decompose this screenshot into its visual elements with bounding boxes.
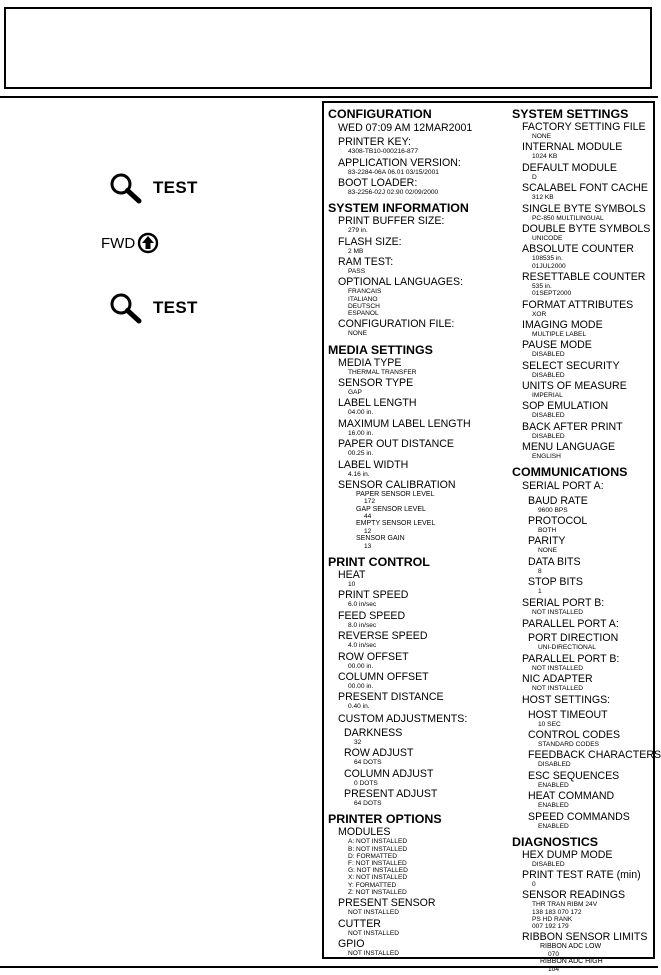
setting-label: PORT DIRECTION bbox=[528, 632, 619, 645]
setting-value: BOTH bbox=[538, 527, 557, 535]
setting-value: NOT INSTALLED bbox=[532, 608, 584, 616]
setting-value: NOT INSTALLED bbox=[532, 684, 584, 692]
setting-label: FORMAT ATTRIBUTES bbox=[522, 298, 634, 311]
setting-present-distance bbox=[328, 692, 506, 710]
setting-menu-language bbox=[512, 442, 656, 460]
setting-value: A: NOT INSTALLED bbox=[348, 838, 408, 846]
setting-default-module bbox=[512, 163, 656, 181]
setting-label: DARKNESS bbox=[344, 727, 403, 739]
setting-label: PAPER OUT DISTANCE bbox=[338, 438, 454, 451]
setting-label: CONTROL CODES bbox=[528, 728, 621, 741]
sub-setting-label: PAPER SENSOR LEVEL bbox=[356, 490, 435, 498]
setting-present-adjust bbox=[328, 789, 506, 807]
setting-protocol bbox=[512, 516, 656, 534]
setting-label: PRESENT DISTANCE bbox=[338, 691, 444, 704]
setting-value: FRANCAIS bbox=[348, 288, 382, 296]
sub-setting-value: 172 bbox=[364, 498, 376, 506]
setting-control-codes bbox=[512, 730, 656, 748]
setting-value: 138 183 070 172 bbox=[532, 908, 582, 916]
setting-value: 83-2284-06A 06.01 03/15/2001 bbox=[348, 168, 439, 176]
setting-label: PRINT SPEED bbox=[338, 589, 409, 602]
setting-value: ITALIANO bbox=[348, 295, 378, 303]
setting-column-offset bbox=[328, 672, 506, 690]
setting-heading: WED 07:09 AM 12MAR2001 bbox=[338, 122, 473, 134]
setting-value: DISABLED bbox=[532, 351, 565, 359]
setting-label: SELECT SECURITY bbox=[522, 359, 620, 372]
setting-label: RESETTABLE COUNTER bbox=[522, 270, 646, 283]
setting-configuration-file bbox=[328, 319, 506, 337]
sub-setting-label: RIBBON ADC HIGH bbox=[540, 958, 603, 966]
sheet-left-column bbox=[328, 107, 506, 959]
setting-label-width bbox=[328, 460, 506, 478]
test-label: TEST bbox=[153, 298, 198, 317]
setting-absolute-counter bbox=[512, 244, 656, 269]
setting-value: 64 DOTS bbox=[354, 800, 382, 808]
setting-label: PRINT BUFFER SIZE: bbox=[338, 215, 445, 228]
setting-value: ENABLED bbox=[538, 822, 569, 830]
sheet-right-column bbox=[512, 107, 661, 975]
setting-label: PRINT TEST RATE (min) bbox=[522, 869, 641, 882]
setting-label: CUTTER bbox=[338, 917, 381, 930]
setting-darkness bbox=[328, 728, 506, 746]
setting-value: ENABLED bbox=[538, 802, 569, 810]
setting-value: 10 bbox=[348, 581, 356, 589]
setting-label: FEED SPEED bbox=[338, 609, 406, 622]
setting-label: LABEL LENGTH bbox=[338, 397, 417, 410]
setting-reverse-speed bbox=[328, 631, 506, 649]
setting-label: MENU LANGUAGE bbox=[522, 441, 616, 454]
setting-value: 83-2256-02J 02.90 02/09/2000 bbox=[348, 188, 439, 196]
setting-value: 00.00 in. bbox=[348, 683, 374, 691]
setting-cutter bbox=[328, 919, 506, 937]
setting-internal-module bbox=[512, 142, 656, 160]
setting-label: SOP EMULATION bbox=[522, 400, 609, 413]
setting-feed-speed bbox=[328, 611, 506, 629]
setting-label: INTERNAL MODULE bbox=[522, 141, 623, 154]
setting-column-adjust bbox=[328, 769, 506, 787]
setting-value: 10 SEC bbox=[538, 720, 561, 728]
setting-label: MEDIA TYPE bbox=[338, 356, 402, 369]
setting-parity bbox=[512, 536, 656, 554]
setting-value: THERMAL TRANSFER bbox=[348, 368, 417, 376]
setting-nic-adapter bbox=[512, 674, 656, 692]
setting-label: PROTOCOL bbox=[528, 515, 588, 528]
setting-value: 16.00 in. bbox=[348, 429, 374, 437]
setting-value: 32 bbox=[354, 739, 362, 746]
setting-label: MAXIMUM LABEL LENGTH bbox=[338, 417, 471, 430]
setting-application-version bbox=[328, 158, 506, 176]
setting-label: SENSOR READINGS bbox=[522, 889, 626, 902]
setting-value: NOT INSTALLED bbox=[348, 949, 400, 957]
setting-value: X: NOT INSTALLED bbox=[348, 874, 408, 882]
setting-heading: PARALLEL PORT A: bbox=[522, 618, 619, 630]
setting-value: DISABLED bbox=[532, 371, 565, 379]
sub-setting-value: 12 bbox=[364, 528, 372, 536]
setting-value: NONE bbox=[348, 330, 368, 338]
setting-flash-size bbox=[328, 237, 506, 255]
sub-setting-value: 44 bbox=[364, 513, 372, 521]
setting-label: HEAT COMMAND bbox=[528, 790, 615, 803]
sub-setting-label: EMPTY SENSOR LEVEL bbox=[356, 520, 436, 528]
setting-label: DATA BITS bbox=[528, 555, 581, 568]
setting-sensor-calibration bbox=[328, 480, 506, 550]
sub-setting-sensor-gain bbox=[338, 535, 506, 550]
setting-value: THR TRAN RIBM 24V bbox=[532, 901, 598, 909]
setting-label: ROW OFFSET bbox=[338, 650, 409, 663]
setting-value: 0 DOTS bbox=[354, 779, 378, 787]
setting-label: STOP BITS bbox=[528, 576, 583, 589]
test-button-1 bbox=[109, 172, 198, 204]
sub-setting-gap-sensor-level bbox=[338, 506, 506, 521]
setting-value: 6.0 in/sec bbox=[348, 601, 377, 609]
setting-value: 8.0 in/sec bbox=[348, 621, 377, 629]
section-title-diagnostics: DIAGNOSTICS bbox=[512, 834, 599, 849]
setting-print-test-rate-min bbox=[512, 870, 656, 888]
sub-setting-value: 13 bbox=[364, 542, 372, 550]
test-button-2 bbox=[109, 292, 198, 324]
setting-label: SENSOR TYPE bbox=[338, 376, 414, 389]
setting-value: 4308-TB10-000216-877 bbox=[348, 148, 419, 156]
setting-value: PASS bbox=[348, 267, 366, 275]
setting-maximum-label-length bbox=[328, 419, 506, 437]
setting-ram-test bbox=[328, 257, 506, 275]
setting-serial-port-b bbox=[512, 598, 656, 616]
setting-value: B: NOT INSTALLED bbox=[348, 845, 408, 853]
setting-value: DISABLED bbox=[532, 412, 565, 420]
setting-label: SENSOR CALIBRATION bbox=[338, 478, 456, 491]
setting-label: UNITS OF MEASURE bbox=[522, 380, 627, 393]
configuration-sheet bbox=[322, 101, 661, 973]
sub-setting-value: 070 bbox=[548, 951, 560, 959]
setting-label: BACK AFTER PRINT bbox=[522, 420, 623, 433]
setting-label: COLUMN OFFSET bbox=[338, 671, 429, 684]
setting-label: DOUBLE BYTE SYMBOLS bbox=[522, 222, 651, 235]
section-title-media-settings: MEDIA SETTINGS bbox=[328, 342, 433, 357]
setting-value: 535 in. bbox=[532, 282, 552, 290]
setting-label: SPEED COMMANDS bbox=[528, 810, 630, 823]
setting-value: 1024 KB bbox=[532, 153, 558, 161]
setting-value: 108535 in. bbox=[532, 255, 563, 263]
setting-value: 2 MB bbox=[348, 247, 364, 255]
setting-value: PS HD RANK bbox=[532, 915, 573, 923]
setting-label: RAM TEST: bbox=[338, 255, 394, 268]
setting-resettable-counter bbox=[512, 272, 656, 297]
setting-label: HEAT bbox=[338, 569, 366, 582]
setting-value: 1 bbox=[538, 588, 542, 596]
test-label: TEST bbox=[153, 178, 198, 197]
setting-heat bbox=[328, 570, 506, 588]
setting-row-offset bbox=[328, 652, 506, 670]
setting-value: XOR bbox=[532, 310, 547, 318]
setting-value: Y: FORMATTED bbox=[348, 881, 397, 889]
setting-value: Z: NOT INSTALLED bbox=[348, 888, 407, 896]
setting-factory-setting-file bbox=[512, 122, 656, 140]
setting-value: ENGLISH bbox=[532, 453, 561, 461]
section-title-configuration: CONFIGURATION bbox=[328, 107, 432, 121]
setting-hex-dump-mode bbox=[512, 850, 656, 868]
setting-value: MULTIPLE LABEL bbox=[532, 330, 587, 338]
setting-value: PC-850 MULTILINGUAL bbox=[532, 214, 604, 222]
setting-value: 64 DOTS bbox=[354, 759, 382, 767]
setting-label: MODULES bbox=[338, 826, 391, 839]
sub-setting-value: 104 bbox=[548, 965, 560, 973]
setting-value: NONE bbox=[538, 547, 558, 555]
setting-label: SINGLE BYTE SYMBOLS bbox=[522, 202, 646, 215]
setting-label: BAUD RATE bbox=[528, 494, 588, 507]
top-divider bbox=[0, 96, 658, 98]
setting-value: 279 in. bbox=[348, 227, 368, 235]
section-title-system-information: SYSTEM INFORMATION bbox=[328, 201, 469, 216]
setting-value: 4.16 in. bbox=[348, 470, 370, 478]
magnifier-icon bbox=[109, 172, 143, 204]
setting-label-length bbox=[328, 398, 506, 416]
sub-setting-ribbon-adc-low bbox=[522, 943, 656, 958]
setting-label: PARITY bbox=[528, 535, 566, 548]
setting-label: GPIO bbox=[338, 937, 365, 950]
setting-label: HOST TIMEOUT bbox=[528, 708, 608, 721]
sub-setting-label: GAP SENSOR LEVEL bbox=[356, 505, 426, 513]
setting-value: UNICODE bbox=[532, 234, 563, 242]
setting-heading: CUSTOM ADJUSTMENTS: bbox=[338, 712, 468, 725]
setting-port-direction bbox=[512, 633, 656, 651]
setting-data-bits bbox=[512, 557, 656, 575]
setting-value: 01JUL2000 bbox=[532, 262, 566, 270]
setting-printer-key bbox=[328, 137, 506, 155]
setting-label: PRINTER KEY: bbox=[338, 136, 411, 149]
setting-row-adjust bbox=[328, 748, 506, 766]
section-title-system-settings: SYSTEM SETTINGS bbox=[512, 107, 629, 121]
setting-value: NONE bbox=[532, 133, 552, 140]
setting-value: 007 192 179 bbox=[532, 923, 569, 931]
setting-label: CONFIGURATION FILE: bbox=[338, 318, 455, 331]
setting-value: 0.40 in. bbox=[348, 703, 370, 711]
setting-value: 01SEPT2000 bbox=[532, 290, 572, 298]
sub-setting-ribbon-adc-high bbox=[522, 958, 656, 973]
sub-setting-label: RIBBON ADC LOW bbox=[540, 943, 602, 951]
setting-value: NOT INSTALLED bbox=[348, 909, 400, 917]
section-title-printer-options: PRINTER OPTIONS bbox=[328, 812, 442, 827]
setting-media-type bbox=[328, 358, 506, 376]
setting-sop-emulation bbox=[512, 401, 656, 419]
setting-value: DISABLED bbox=[538, 761, 571, 769]
setting-value: 0 bbox=[532, 881, 536, 889]
setting-boot-loader bbox=[328, 178, 506, 196]
setting-paper-out-distance bbox=[328, 439, 506, 457]
setting-value: ESPANOL bbox=[348, 309, 379, 317]
setting-value: UNI-DIRECTIONAL bbox=[538, 644, 596, 652]
section-title-print-control: PRINT CONTROL bbox=[328, 555, 430, 570]
setting-label: FLASH SIZE: bbox=[338, 235, 402, 248]
setting-label: ROW ADJUST bbox=[344, 747, 414, 760]
setting-units-of-measure bbox=[512, 381, 656, 399]
setting-ribbon-sensor-limits bbox=[512, 932, 656, 973]
setting-gpio bbox=[328, 939, 506, 957]
section-title-communications: COMMUNICATIONS bbox=[512, 465, 628, 480]
setting-sensor-readings bbox=[512, 890, 656, 930]
setting-feedback-characters bbox=[512, 749, 661, 769]
setting-pause-mode bbox=[512, 340, 656, 358]
sub-setting-empty-sensor-level bbox=[338, 520, 506, 535]
setting-label: APPLICATION VERSION: bbox=[338, 156, 461, 169]
setting-format-attributes bbox=[512, 300, 656, 318]
setting-label: NIC ADAPTER bbox=[522, 672, 593, 685]
setting-label: PRESENT ADJUST bbox=[344, 788, 438, 801]
setting-label: SERIAL PORT B: bbox=[522, 596, 605, 609]
setting-speed-commands bbox=[512, 812, 656, 830]
setting-present-sensor bbox=[328, 898, 506, 916]
setting-value: DEUTSCH bbox=[348, 302, 380, 310]
setting-value: 00.25 in. bbox=[348, 450, 374, 458]
setting-label: ESC SEQUENCES bbox=[528, 769, 620, 782]
setting-value: D: FORMATTED bbox=[348, 852, 397, 860]
setting-value: 00.00 in. bbox=[348, 662, 374, 670]
setting-label: HEX DUMP MODE bbox=[522, 848, 613, 861]
setting-value: ENABLED bbox=[538, 781, 569, 789]
setting-label: SCALABEL FONT CACHE bbox=[522, 182, 648, 195]
setting-value: NOT INSTALLED bbox=[532, 664, 584, 672]
setting-label: RIBBON SENSOR LIMITS bbox=[522, 931, 648, 944]
setting-print-speed bbox=[328, 590, 506, 608]
setting-print-buffer-size bbox=[328, 216, 506, 234]
setting-value: DISABLED bbox=[532, 860, 565, 868]
setting-label: LABEL WIDTH bbox=[338, 458, 409, 471]
setting-label: COLUMN ADJUST bbox=[344, 767, 434, 780]
setting-value: 9600 BPS bbox=[538, 506, 568, 514]
setting-value: F: NOT INSTALLED bbox=[348, 859, 407, 867]
setting-stop-bits bbox=[512, 577, 656, 595]
setting-heat-command bbox=[512, 791, 656, 809]
setting-label: REVERSE SPEED bbox=[338, 630, 428, 643]
fwd-label: FWD bbox=[101, 234, 136, 252]
setting-label: FEEDBACK CHARACTERS bbox=[528, 749, 661, 762]
setting-label: FACTORY SETTING FILE bbox=[522, 121, 646, 133]
setting-value: IMPERIAL bbox=[532, 392, 563, 400]
setting-value: STANDARD CODES bbox=[538, 740, 600, 748]
setting-baud-rate bbox=[512, 496, 656, 514]
setting-modules bbox=[328, 827, 506, 896]
setting-value: G: NOT INSTALLED bbox=[348, 867, 408, 875]
setting-heading: HOST SETTINGS: bbox=[522, 694, 611, 707]
setting-label: DEFAULT MODULE bbox=[522, 161, 617, 174]
setting-label: IMAGING MODE bbox=[522, 318, 603, 331]
setting-label: PAUSE MODE bbox=[522, 339, 592, 352]
setting-value: 8 bbox=[538, 567, 542, 575]
setting-label: ABSOLUTE COUNTER bbox=[522, 243, 634, 256]
setting-value: GAP bbox=[348, 388, 362, 396]
button-legend bbox=[95, 170, 235, 330]
setting-value: D bbox=[532, 173, 537, 181]
setting-value: DISABLED bbox=[532, 432, 565, 440]
setting-imaging-mode bbox=[512, 320, 656, 338]
setting-heading: SERIAL PORT A: bbox=[522, 480, 604, 493]
setting-value: NOT INSTALLED bbox=[348, 929, 400, 937]
setting-select-security bbox=[512, 361, 656, 379]
setting-label: PARALLEL PORT B: bbox=[522, 652, 620, 665]
setting-label: OPTIONAL LANGUAGES: bbox=[338, 276, 463, 289]
setting-sensor-type bbox=[328, 378, 506, 396]
setting-optional-languages bbox=[328, 277, 506, 317]
setting-parallel-port-b bbox=[512, 654, 656, 672]
up-arrow-circle-icon bbox=[137, 232, 159, 254]
setting-value: 312 KB bbox=[532, 194, 554, 202]
setting-double-byte-symbols bbox=[512, 224, 656, 242]
setting-single-byte-symbols bbox=[512, 204, 656, 222]
setting-value: 04.00 in. bbox=[348, 409, 374, 417]
fwd-button bbox=[101, 232, 159, 254]
setting-esc-sequences bbox=[512, 771, 656, 789]
header-box bbox=[4, 7, 652, 89]
sub-setting-paper-sensor-level bbox=[338, 491, 506, 506]
magnifier-icon bbox=[109, 292, 143, 324]
setting-scalabel-font-cache bbox=[512, 183, 656, 201]
setting-label: PRESENT SENSOR bbox=[338, 897, 436, 910]
setting-back-after-print bbox=[512, 422, 656, 440]
sub-setting-label: SENSOR GAIN bbox=[356, 535, 405, 543]
setting-host-timeout bbox=[512, 710, 656, 728]
setting-label: BOOT LOADER: bbox=[338, 176, 418, 189]
setting-value: 4.0 in/sec bbox=[348, 642, 377, 650]
